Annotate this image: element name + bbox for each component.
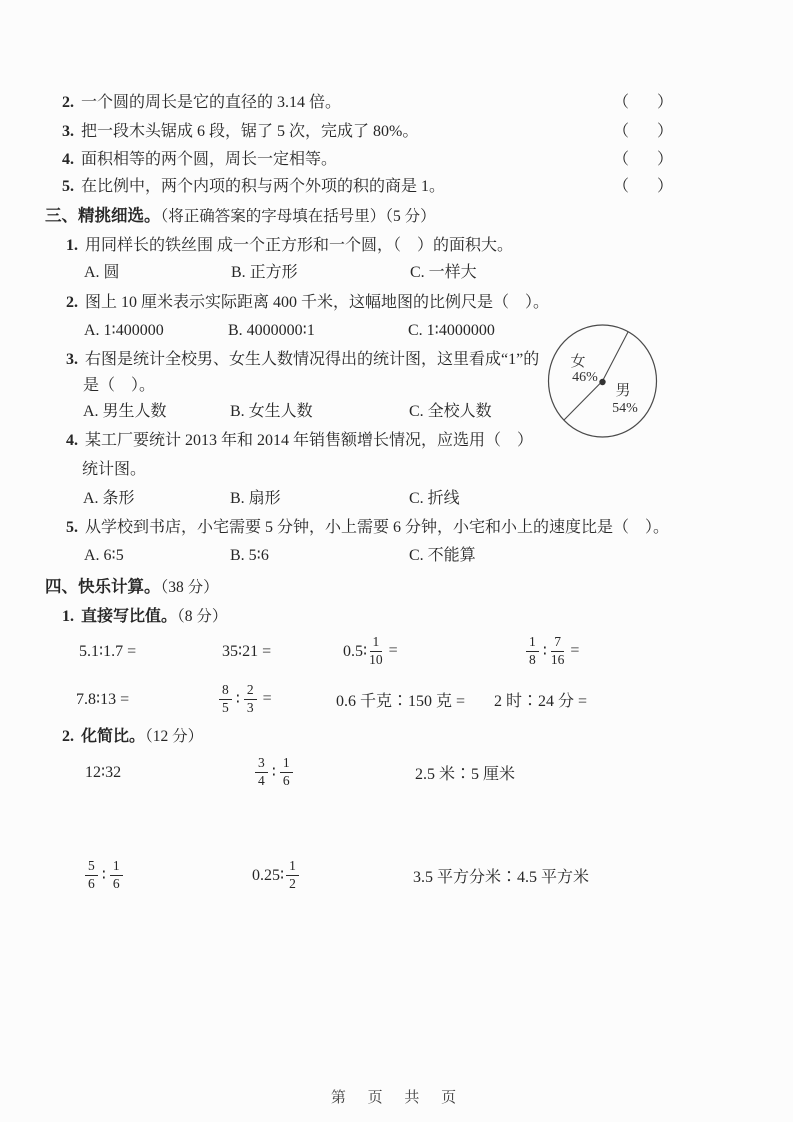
item-number: 2.: [62, 728, 74, 745]
pie-label-female: 女: [570, 354, 586, 370]
item-text: 把一段木头锯成 6 段，锯了 5 次，完成了 80%。: [81, 123, 419, 140]
section4-score: （38 分）: [160, 579, 219, 596]
item-text: 一个圆的周长是它的直径的 3.14 倍。: [81, 94, 342, 111]
item-text: 图上 10 厘米表示实际距离 400 千米，这幅地图的比例尺是（ ）。: [85, 294, 550, 311]
item-text: 面积相等的两个圆，周长一定相等。: [81, 151, 338, 168]
calc-expression-r3c3: [415, 752, 515, 792]
item-text: 是（ ）。: [83, 377, 156, 394]
item-text: 统计图。: [82, 461, 147, 478]
calc-expression-r1c1: [79, 631, 136, 671]
option-b: B. 女生人数: [230, 403, 313, 420]
option-c: C. 折线: [409, 490, 460, 507]
choice-q3-line2: [83, 376, 155, 396]
item-number: 1.: [62, 608, 74, 625]
pie-label-male: 男: [615, 383, 631, 399]
option-c: C. 不能算: [409, 547, 476, 564]
judge-item: [62, 177, 793, 197]
answer-bracket: （ ）: [613, 94, 680, 111]
fraction: $\frac{1}{6}$: [280, 756, 293, 789]
item-number: 2.: [66, 294, 78, 311]
item-text: 从学校到书店，小宅需要 5 分钟，小上需要 6 分钟，小宅和小上的速度比是（ ）。: [85, 519, 670, 536]
sub-score: （12 分）: [145, 728, 204, 745]
expression-text: 35∶21 =: [222, 643, 272, 660]
expression-text: 7.8∶13 =: [76, 691, 130, 708]
calc-expression-r1c2: [222, 631, 271, 671]
item-number: 2.: [62, 94, 74, 111]
calc-expression-r2c1: [76, 679, 129, 719]
fraction: $\frac{7}{16}$: [550, 633, 565, 667]
expression-text: 0.5∶: [343, 643, 368, 660]
section3-note: （将正确答案的字母填在括号里）（5 分）: [160, 208, 436, 225]
calc-expression-r4c3: [413, 855, 589, 895]
expression-text: 0.25∶: [252, 867, 285, 884]
calc-sub2-heading: [62, 727, 203, 747]
section3-title: 三、精挑细选。: [45, 206, 161, 225]
equals-sign: =: [262, 690, 272, 707]
item-number: 4.: [66, 432, 78, 449]
pie-divider-lower: [564, 381, 603, 420]
judge-item: [62, 93, 793, 113]
expression-text: 2 时∶24 分 =: [494, 692, 588, 710]
judge-item: [62, 122, 793, 142]
item-number: 3.: [66, 351, 78, 368]
expression-text: 2.5 米∶5 厘米: [415, 765, 516, 783]
answer-bracket: （ ）: [613, 151, 680, 168]
section4-heading: [45, 577, 219, 598]
item-number: 4.: [62, 151, 74, 168]
ratio-sign: ∶: [271, 764, 276, 781]
option-b: B. 正方形: [231, 264, 298, 281]
option-a: A. 条形: [83, 490, 135, 507]
option-a: A. 男生人数: [83, 403, 167, 420]
equals-sign: =: [570, 642, 580, 659]
item-text: 在比例中，两个内项的积与两个外项的积的商是 1。: [81, 178, 446, 195]
section4-title: 四、快乐计算。: [45, 577, 161, 596]
fraction: $\frac{1}{6}$: [110, 859, 123, 892]
choice-q4-line1: [66, 431, 533, 451]
calc-expression-r2c3: [336, 679, 465, 719]
calc-expression-r3c2: [253, 752, 295, 792]
choice-q2: [66, 293, 549, 313]
page-footer: 第 页 共 页: [330, 1090, 463, 1106]
section3-heading: [45, 206, 436, 227]
calc-expression-r4c1: [83, 855, 125, 895]
fraction: $\frac{8}{5}$: [219, 683, 232, 716]
option-a: A. 圆: [84, 264, 120, 281]
calc-expression-r2c4: [494, 679, 587, 719]
choice-q3-line1: [66, 350, 539, 370]
calc-expression-r1c4: [524, 631, 579, 671]
fraction: $\frac{1}{8}$: [526, 635, 539, 668]
fraction: $\frac{1}{10}$: [369, 633, 383, 667]
option-a: A. 6∶5: [84, 547, 124, 564]
fraction: $\frac{3}{4}$: [255, 756, 268, 789]
ratio-sign: ∶: [101, 867, 106, 884]
calc-expression-r3c1: [85, 752, 121, 792]
option-c: C. 1∶4000000: [408, 322, 495, 339]
item-number: 5.: [66, 519, 78, 536]
expression-text: 5.1∶1.7 =: [79, 643, 137, 660]
option-b: B. 4000000∶1: [228, 322, 315, 339]
answer-bracket: （ ）: [613, 123, 680, 140]
choice-q1: [66, 236, 513, 256]
item-text: 某工厂要统计 2013 年和 2014 年销售额增长情况，应选用（ ）: [85, 432, 534, 449]
calc-expression-r4c2: [252, 855, 301, 895]
option-c: C. 全校人数: [409, 403, 492, 420]
item-number: 1.: [66, 237, 78, 254]
sub-score: （8 分）: [177, 608, 228, 625]
sub-title: 化简比。: [81, 728, 146, 745]
pie-value-female: 46%: [572, 370, 598, 385]
choice-q4-line2: [82, 460, 146, 480]
expression-text: 0.6 千克∶150 克 =: [336, 692, 466, 710]
judge-item: [62, 150, 793, 170]
item-text: 右图是统计全校男、女生人数情况得出的统计图，这里看成“1”的: [85, 351, 540, 368]
ratio-sign: ∶: [235, 691, 240, 708]
pie-chart: [535, 318, 675, 444]
ratio-sign: ∶: [542, 643, 547, 660]
expression-text: 12∶32: [85, 764, 122, 781]
fraction: $\frac{1}{2}$: [286, 859, 299, 892]
calc-expression-r1c3: [343, 631, 398, 671]
expression-text: 3.5 平方分米∶4.5 平方米: [413, 868, 590, 886]
pie-divider-upper: [603, 332, 629, 381]
fraction: $\frac{5}{6}$: [85, 859, 98, 892]
option-c: C. 一样大: [410, 264, 477, 281]
option-b: B. 5∶6: [230, 547, 269, 564]
calc-sub1-heading: [62, 607, 227, 627]
calc-expression-r2c2: [217, 679, 272, 719]
choice-q5: [66, 518, 669, 538]
item-number: 3.: [62, 123, 74, 140]
option-b: B. 扇形: [230, 490, 281, 507]
sub-title: 直接写比值。: [81, 608, 178, 625]
item-text: 用同样长的铁丝围 成一个正方形和一个圆，（ ）的面积大。: [85, 237, 514, 254]
equals-sign: =: [388, 642, 398, 659]
pie-value-male: 54%: [612, 401, 638, 416]
option-a: A. 1∶400000: [84, 322, 164, 339]
fraction: $\frac{2}{3}$: [244, 683, 257, 716]
pie-center-dot: [599, 379, 605, 385]
answer-bracket: （ ）: [613, 178, 680, 195]
item-number: 5.: [62, 178, 74, 195]
